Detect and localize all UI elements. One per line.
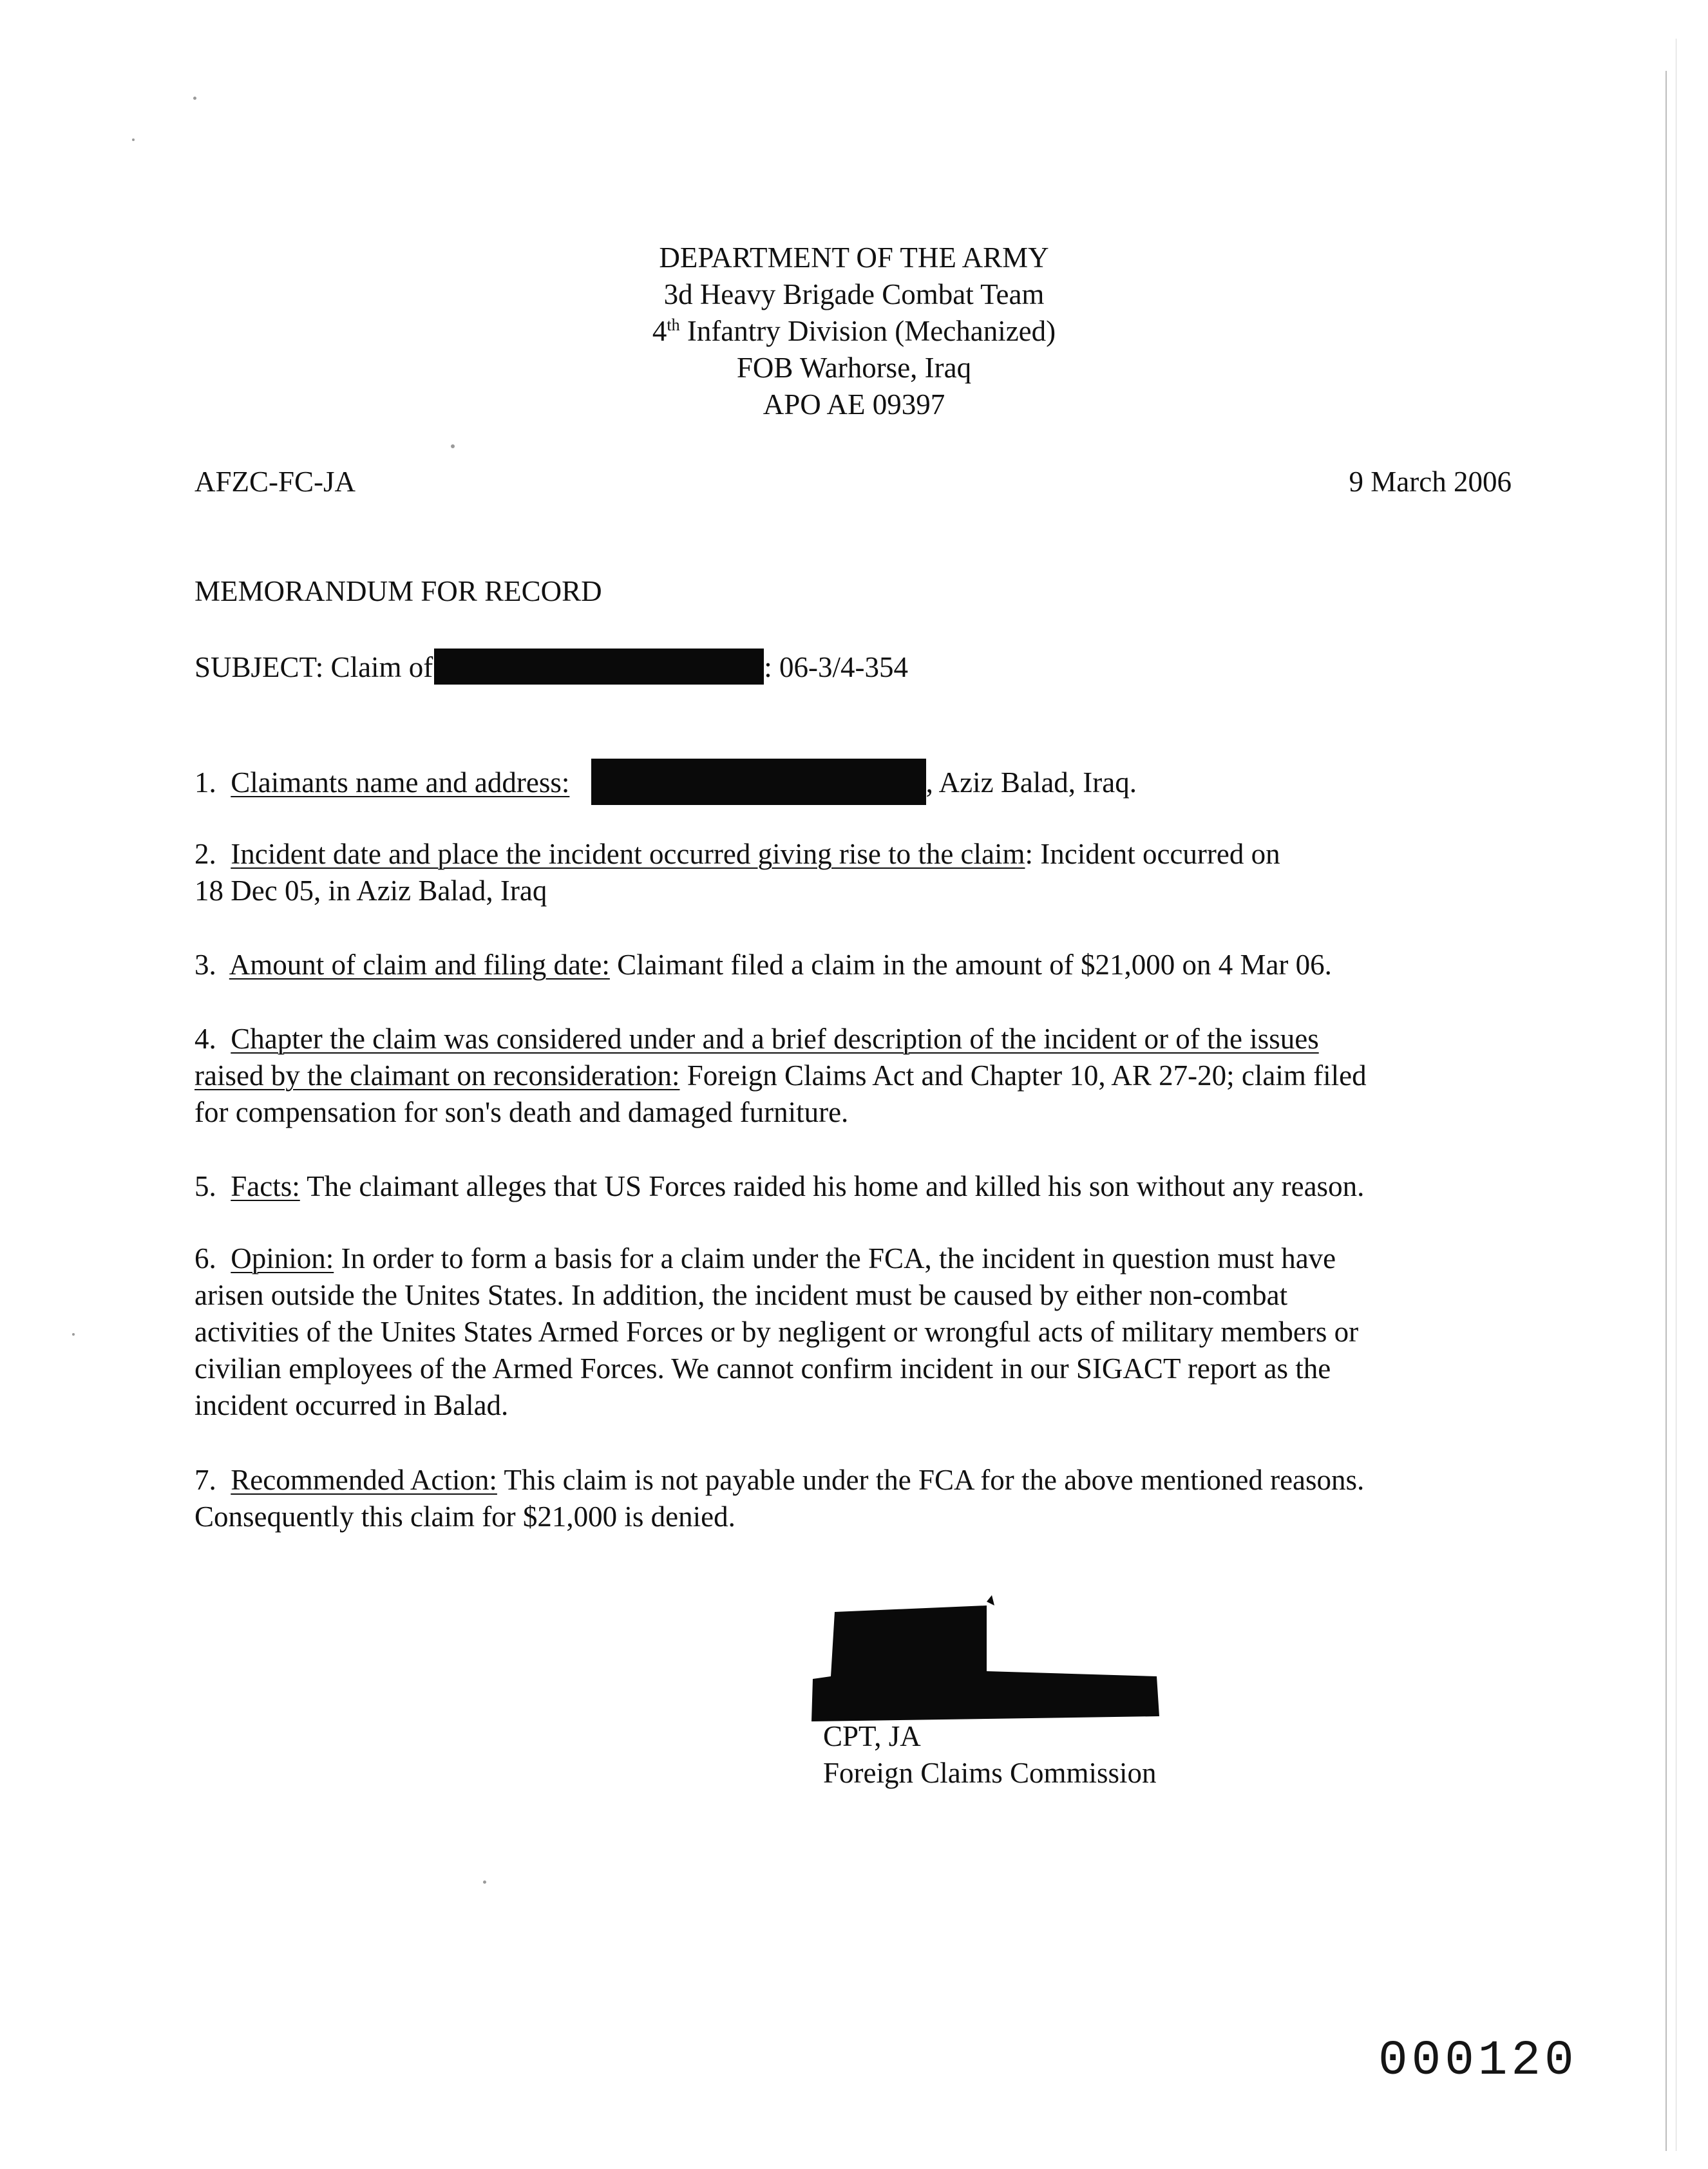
item-1-address: , Aziz Balad, Iraq. (925, 766, 1137, 799)
item-4-heading-line1: Chapter the claim was considered under and a brief description of the incident or of the issues (231, 1023, 1319, 1055)
scan-speck (483, 1880, 486, 1884)
item-2-line2: 18 Dec 05, in Aziz Balad, Iraq (195, 875, 547, 907)
item-6-line4: civilian employees of the Armed Forces. We cannot confirm incident in our SIGACT report as the (195, 1352, 1331, 1385)
item-6-line3: activities of the Unites States Armed Forces or by negligent or wrongful acts of military members or (195, 1316, 1359, 1348)
item-5-heading: Facts: (231, 1170, 300, 1202)
item-1: 1. Claimants name and address: , Aziz Balad, Iraq. (195, 759, 1137, 805)
item-4-heading-line2: raised by the claimant on reconsideration: (195, 1059, 680, 1092)
scan-speck (193, 97, 196, 100)
signature-block (823, 1718, 1157, 1792)
item-6-line5: incident occurred in Balad. (195, 1389, 509, 1421)
letterhead-division: 4th Infantry Division (Mechanized) (652, 315, 1056, 347)
letterhead-brigade: 3d Heavy Brigade Combat Team (663, 278, 1045, 310)
item-7: 7. Recommended Action: This claim is not payable under the FCA for the above mentioned reasons. Consequently this claim for $21,000 is denied. (195, 1462, 1364, 1535)
scan-edge-line (1665, 71, 1667, 2151)
item-4: 4. Chapter the claim was considered under and a brief description of the incident or of the issues raised by the claimant on reconsideration: Foreign Claims Act and Chapter 10, AR 27-20; claim filed for compensation for son's death and damaged furniture. (195, 1021, 1367, 1131)
scan-speck (72, 1333, 75, 1336)
claimant-name-redaction (591, 759, 926, 805)
item-7-line2: Consequently this claim for $21,000 is denied. (195, 1501, 735, 1533)
item-3-heading: Amount of claim and filing date: (229, 949, 610, 981)
scan-speck (451, 444, 455, 448)
item-2: 2. Incident date and place the incident occurred giving rise to the claim: Incident occurred on 18 Dec 05, in Aziz Balad, Iraq (195, 836, 1280, 909)
item-6: 6. Opinion: In order to form a basis for a claim under the FCA, the incident in question must have arisen outside the Unites States. In addition, the incident must be caused by either non-combat activities of the Unites States Armed Forces or by negligent or wrongful acts of military members or civilian employees of the Armed Forces. We cannot confirm incident in our SIGACT report as the incident occurred in Balad. (195, 1240, 1358, 1424)
signature-redaction (799, 1594, 1172, 1729)
subject-label: SUBJECT: Claim of (195, 651, 433, 683)
page-number: 000120 (1378, 2033, 1578, 2088)
letterhead-apo: APO AE 09397 (763, 388, 945, 421)
office-symbol: AFZC-FC-JA (195, 466, 356, 498)
letterhead-department: DEPARTMENT OF THE ARMY (659, 242, 1049, 274)
item-7-heading: Recommended Action: (231, 1464, 497, 1496)
signer-rank: CPT, JA (823, 1720, 921, 1752)
item-6-heading: Opinion: (231, 1242, 334, 1274)
item-2-heading: Incident date and place the incident occurred giving rise to the claim (231, 838, 1025, 870)
signer-organization: Foreign Claims Commission (823, 1757, 1157, 1789)
item-3: 3. Amount of claim and filing date: Claimant filed a claim in the amount of $21,000 on 4 Mar 06. (195, 949, 1332, 981)
subject-redaction (434, 649, 764, 685)
subject-line (195, 649, 908, 686)
scan-speck (132, 138, 135, 141)
item-4-line3: for compensation for son's death and damaged furniture. (195, 1096, 849, 1128)
item-5: 5. Facts: The claimant alleges that US Forces raided his home and killed his son without any reason. (195, 1170, 1365, 1202)
subject-claim-number: : 06-3/4-354 (764, 651, 909, 683)
letterhead (468, 240, 1240, 423)
letterhead-fob: FOB Warhorse, Iraq (736, 352, 972, 384)
item-6-line2: arisen outside the Unites States. In addition, the incident must be caused by either non-combat (195, 1279, 1288, 1311)
memo-title: MEMORANDUM FOR RECORD (195, 575, 602, 607)
item-1-heading: Claimants name and address: (231, 766, 570, 799)
memo-date: 9 March 2006 (1349, 466, 1512, 498)
